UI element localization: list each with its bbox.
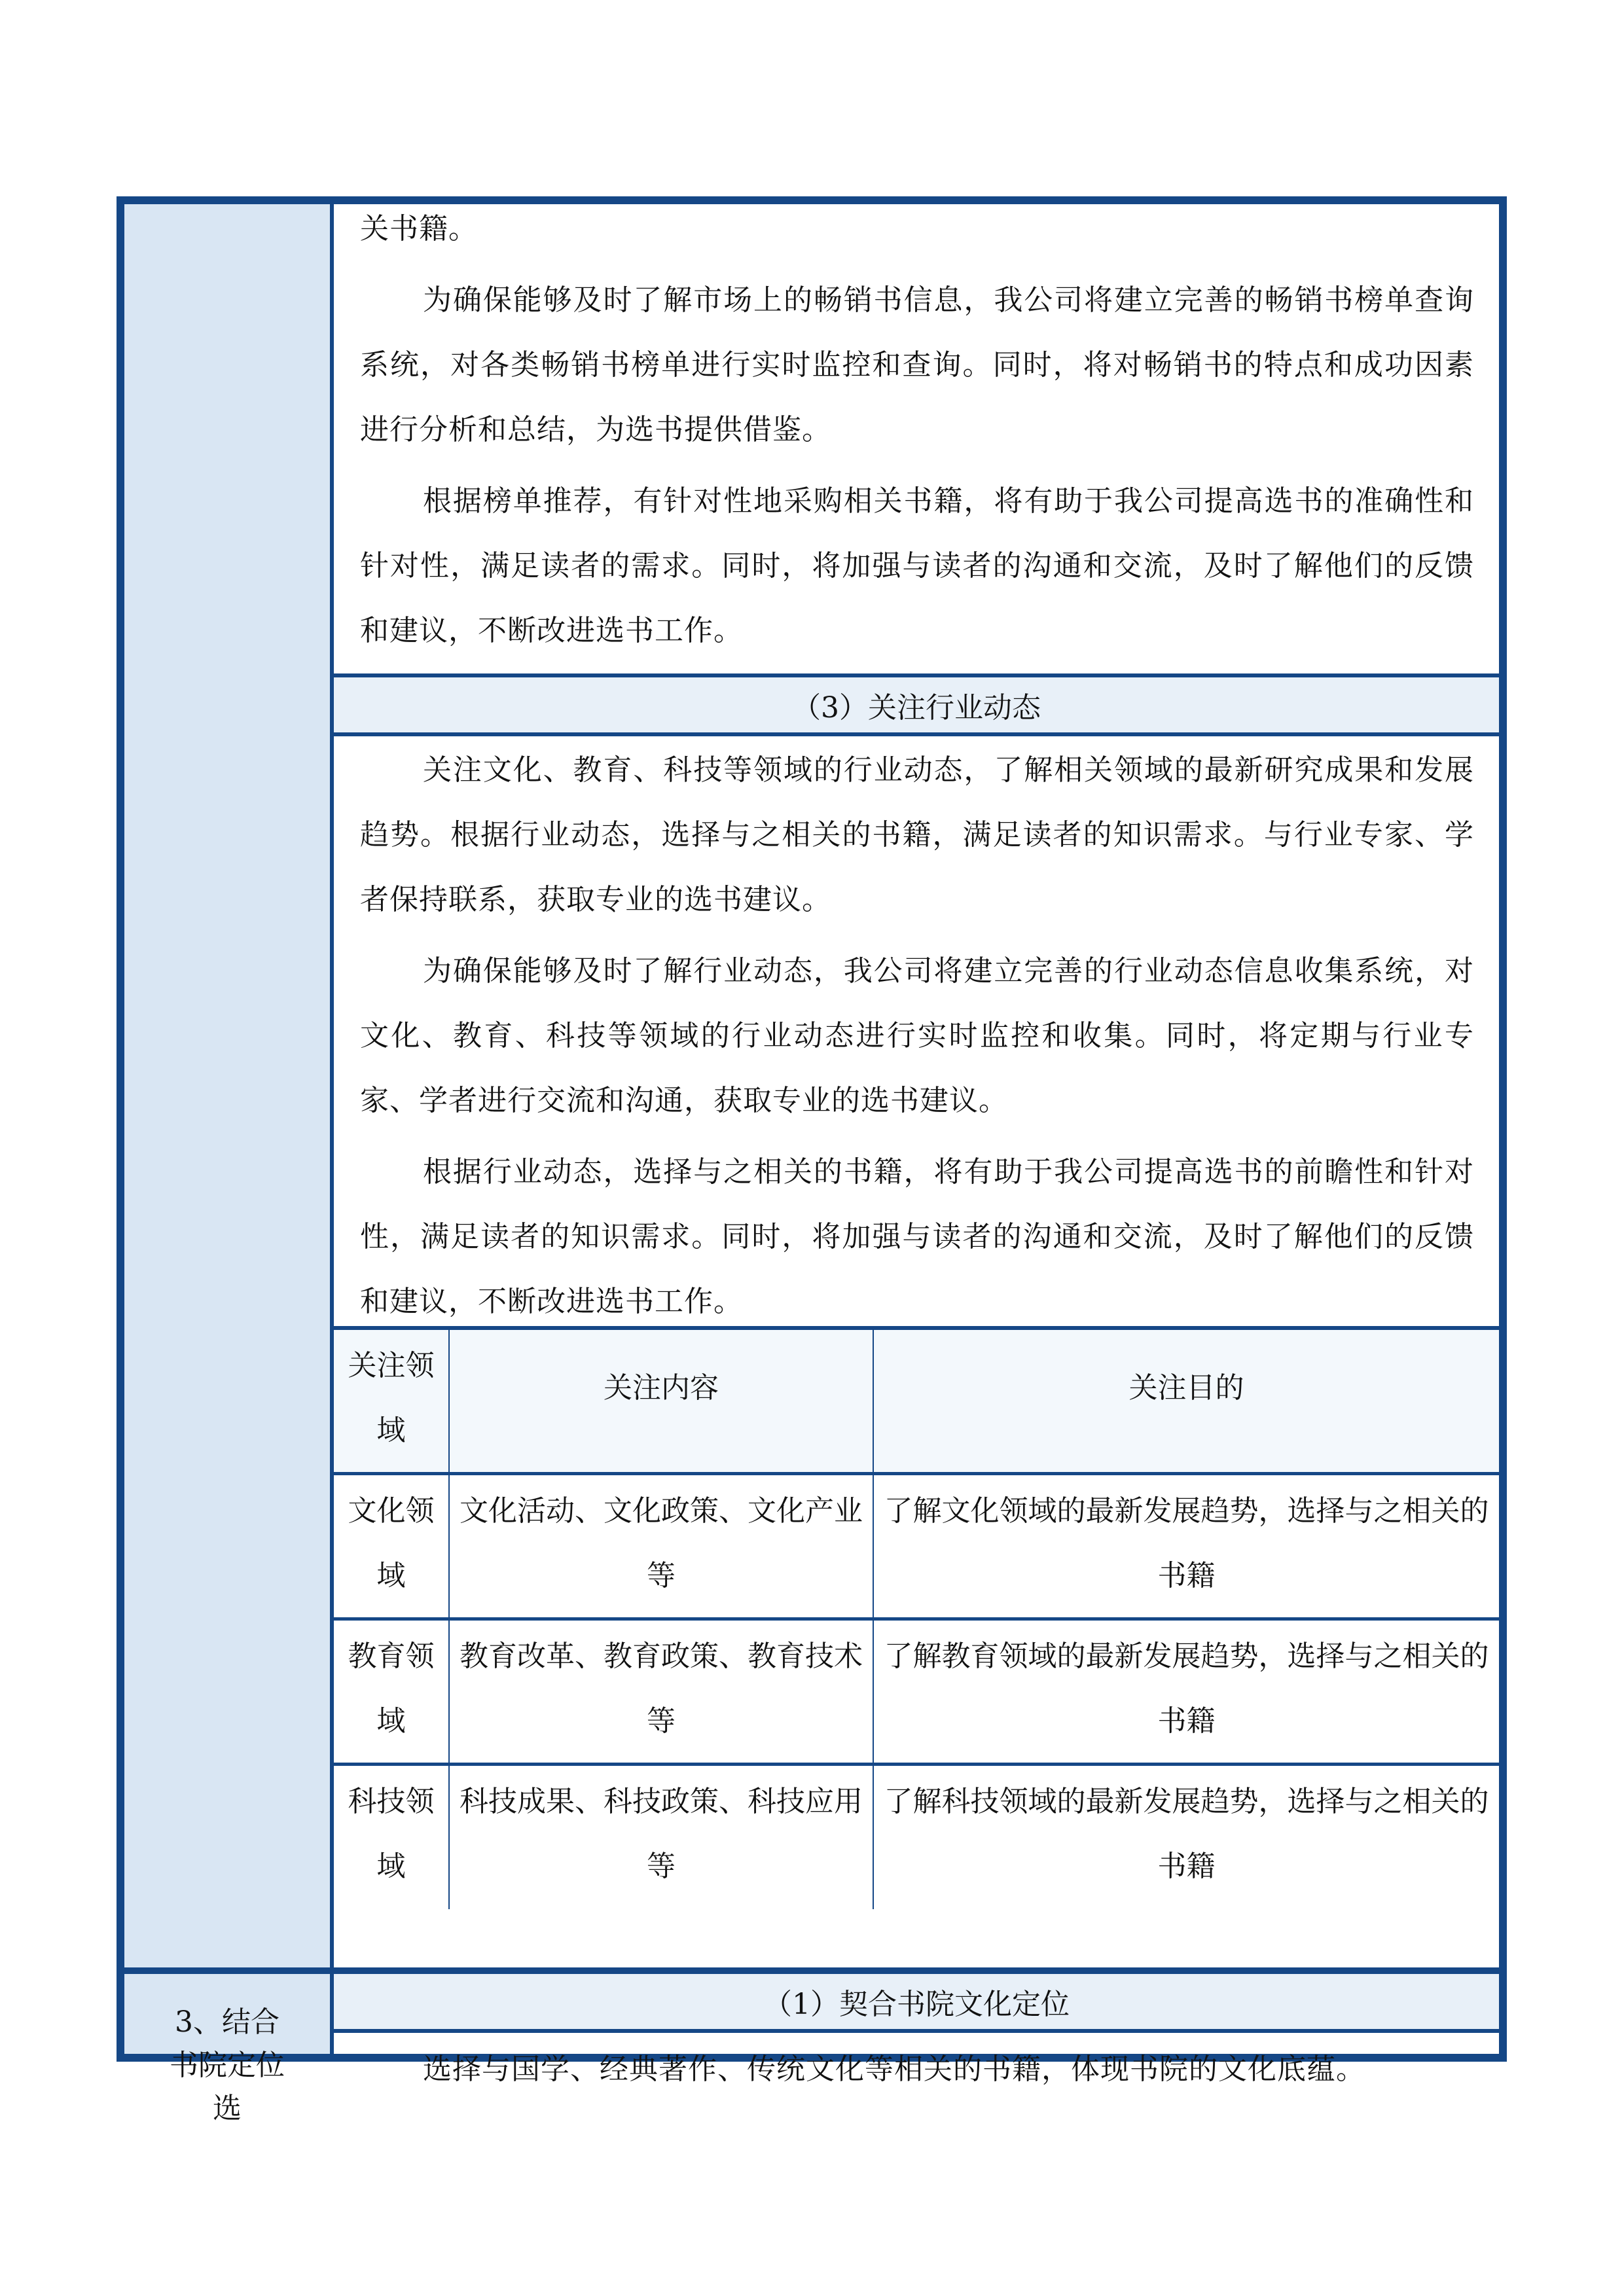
- row-divider: [124, 1967, 330, 1974]
- table-cell: 科技成果、科技政策、科技应用等: [449, 1764, 873, 1909]
- table-header-row: [334, 1328, 1499, 1473]
- paragraph: 为确保能够及时了解市场上的畅销书信息，我公司将建立完善的畅销书榜单查询系统，对各类畅销书榜单进行实时监控和查询。同时，将对畅销书的特点和成功因素进行分析和总结，为选书提供借鉴。: [360, 283, 1474, 446]
- table-row: [334, 1473, 1499, 1619]
- table-cell: 了解教育领域的最新发展趋势，选择与之相关的书籍: [873, 1619, 1499, 1764]
- paragraph: 关注文化、教育、科技等领域的行业动态，了解相关领域的最新研究成果和发展趋势。根据行业动态，选择与之相关的书籍，满足读者的知识需求。与行业专家、学者保持联系，获取专业的选书建议。: [360, 753, 1474, 916]
- table-cell: 文化领域: [348, 1494, 435, 1592]
- table-cell: 文化活动、文化政策、文化产业等: [449, 1473, 873, 1619]
- table-row: [334, 1764, 1499, 1909]
- header-cell: 关注领域: [348, 1349, 435, 1447]
- paragraph: 为确保能够及时了解行业动态，我公司将建立完善的行业动态信息收集系统，对文化、教育、科技等领域的行业动态进行实时监控和收集。同时，将定期与行业专家、学者进行交流和沟通，获取专业的选书建议。: [360, 954, 1474, 1117]
- paragraph: 根据行业动态，选择与之相关的书籍，将有助于我公司提高选书的前瞻性和针对性，满足读者的知识需求。同时，将加强与读者的沟通和交流，及时了解他们的反馈和建议，不断改进选书工作。: [360, 1155, 1474, 1318]
- content-column: [334, 204, 1499, 2086]
- academy-text-block: [334, 2037, 1499, 2102]
- section-3-label: 3、结合书院定位选: [170, 2005, 285, 2125]
- section-heading-academy: （1）契合书院文化定位: [334, 1967, 1499, 2033]
- continued-text-block: [334, 196, 1499, 663]
- header-cell: 关注内容: [449, 1328, 873, 1473]
- paragraph: 关书籍。: [360, 212, 478, 245]
- document-table: [117, 196, 1507, 2125]
- section-heading-industry: （3）关注行业动态: [334, 673, 1499, 736]
- paragraph: 选择与国学、经典著作、传统文化等相关的书籍，体现书院的文化底蕴。: [423, 2053, 1365, 2086]
- table-cell: 了解文化领域的最新发展趋势，选择与之相关的书籍: [873, 1473, 1499, 1619]
- header-cell: 关注目的: [873, 1328, 1499, 1473]
- table-cell: 了解科技领域的最新发展趋势，选择与之相关的书籍: [873, 1764, 1499, 1909]
- industry-focus-table: [334, 1326, 1499, 1909]
- table-cell: 科技领域: [348, 1784, 435, 1883]
- paragraph: 根据榜单推荐，有针对性地采购相关书籍，将有助于我公司提高选书的准确性和针对性，满足读者的需求。同时，将加强与读者的沟通和交流，及时了解他们的反馈和建议，不断改进选书工作。: [360, 484, 1474, 647]
- table-cell: 教育领域: [348, 1639, 435, 1738]
- industry-text-block: [334, 738, 1499, 1334]
- left-label-column: [124, 204, 334, 2054]
- table-row: [334, 1619, 1499, 1764]
- table-cell: 教育改革、教育政策、教育技术等: [449, 1619, 873, 1764]
